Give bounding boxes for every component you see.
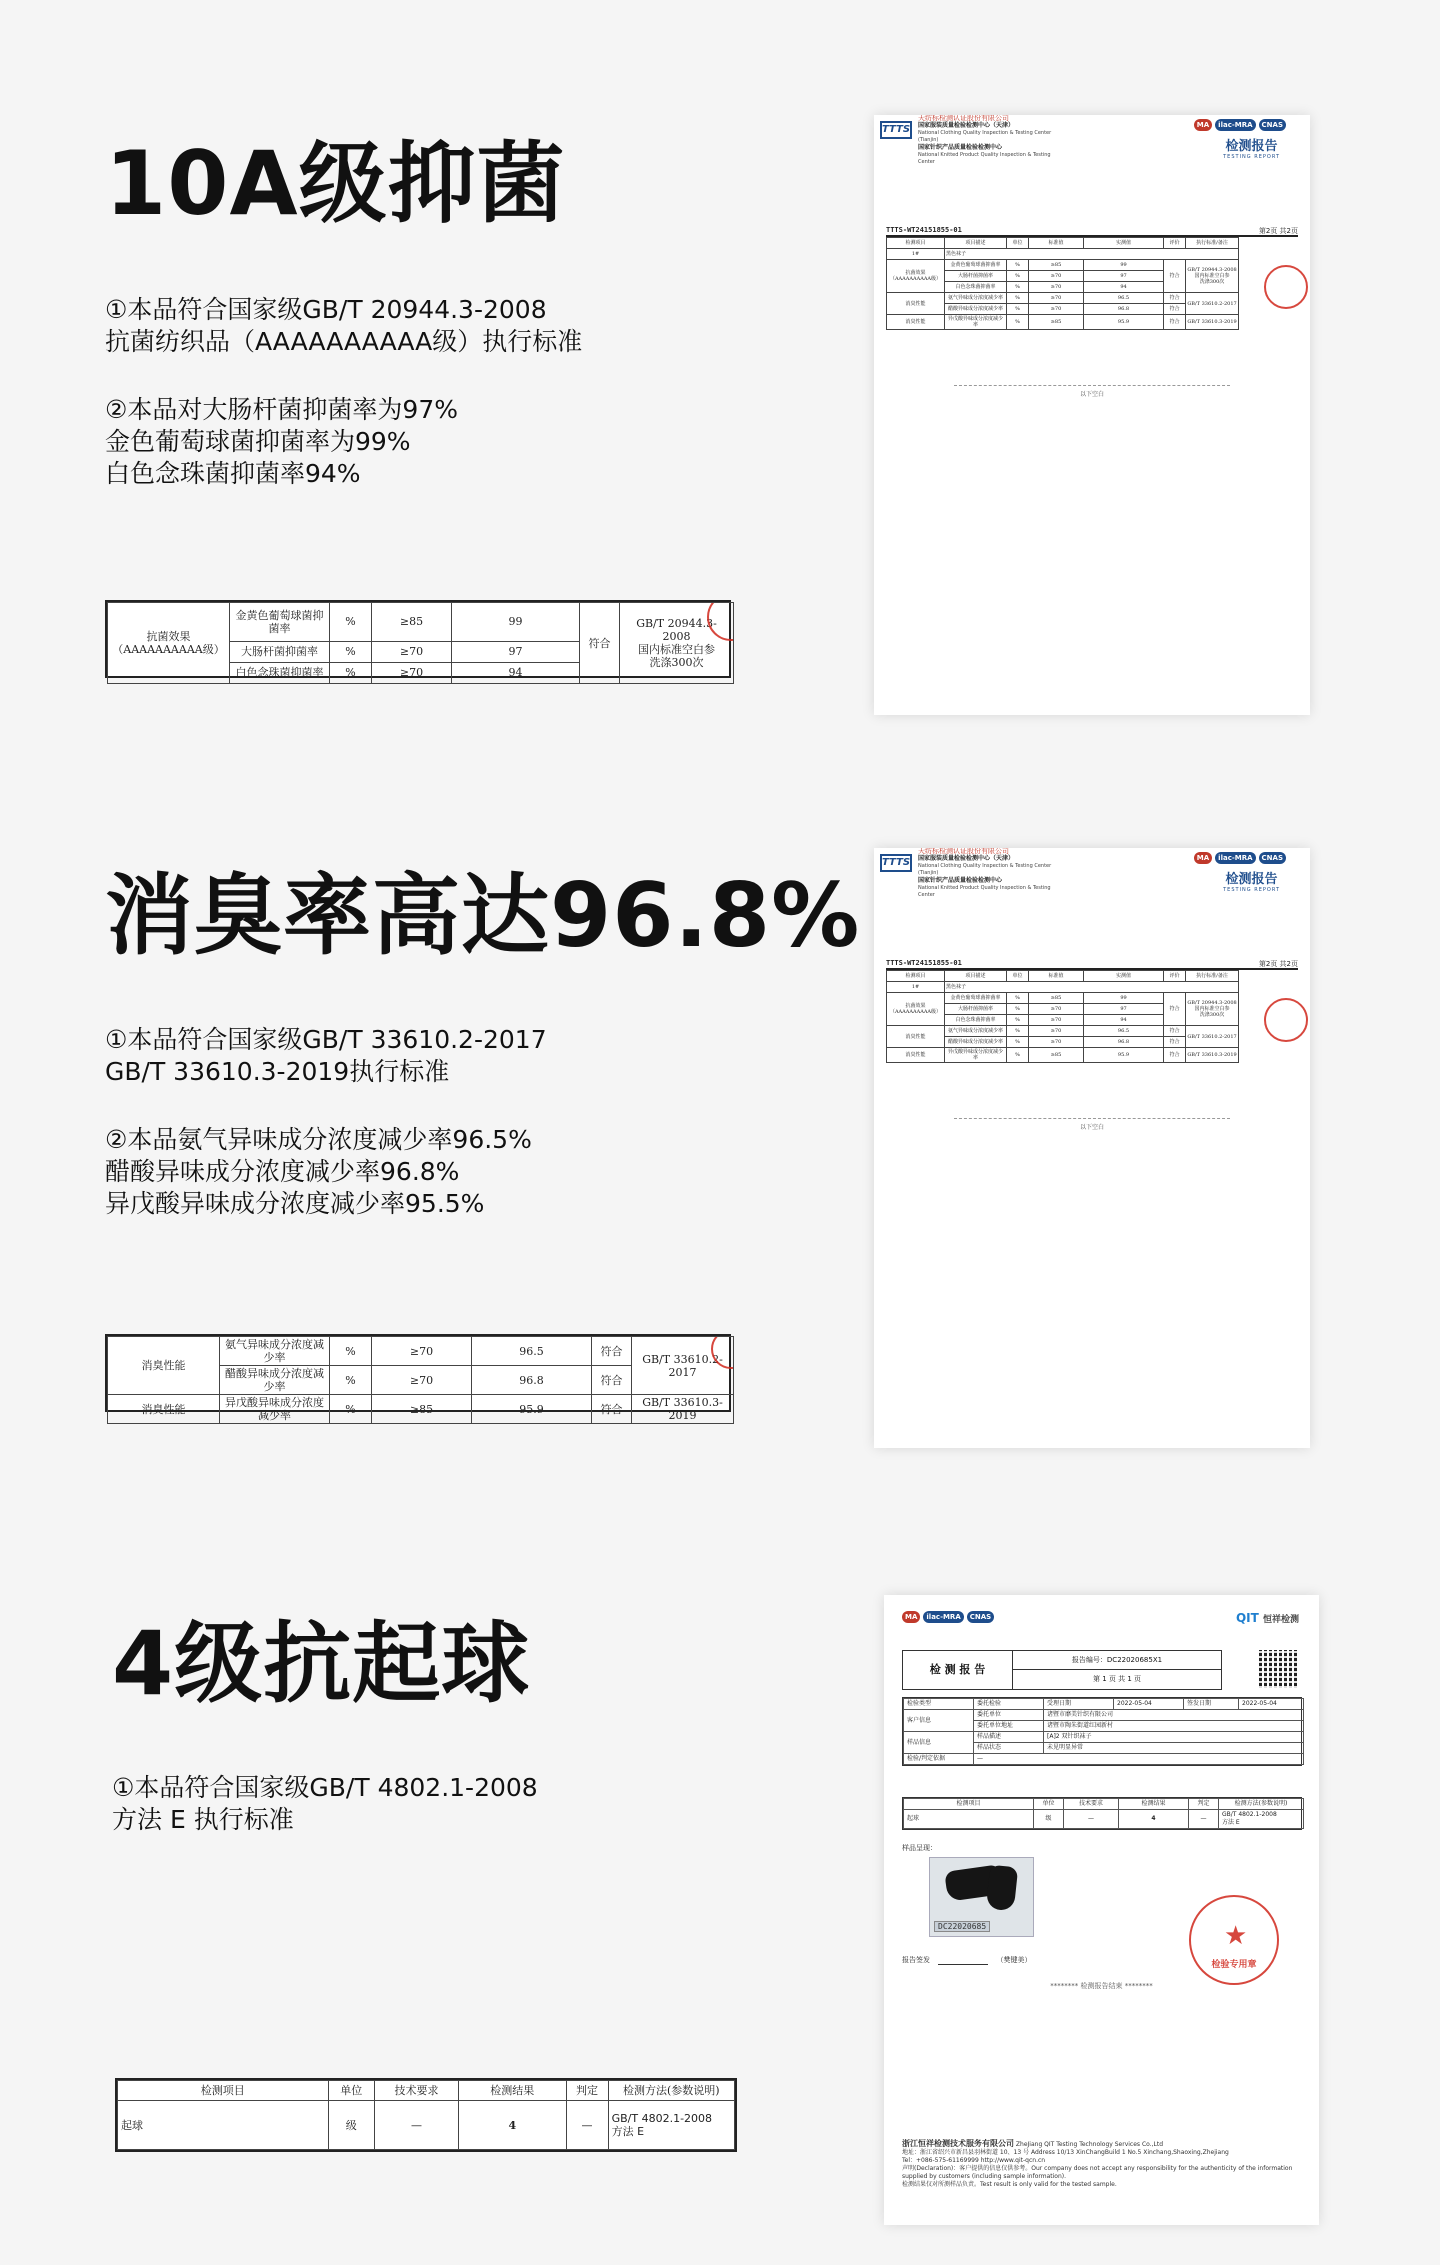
info-cell: [A]2 双针织袜子 xyxy=(1044,1732,1304,1743)
ttts-logo: TTTS xyxy=(880,121,912,139)
row-std: GB/T 33610.2-2017 xyxy=(1186,1026,1239,1048)
report-number: 报告编号：DC22020685X1 xyxy=(1013,1651,1221,1670)
report-number: TTTS-WT24151855-01 xyxy=(886,226,962,234)
row-req: ≥85 xyxy=(1029,315,1084,330)
row-item: 氨气异味成分浓度减少率 xyxy=(945,1026,1007,1037)
th-remark: 执行标准/备注 xyxy=(1186,971,1239,982)
row-result: 99 xyxy=(1084,260,1164,271)
info-cell: 2022-05-04 xyxy=(1114,1699,1184,1710)
sample-no: 1# xyxy=(887,249,945,260)
excerpt-req: ≥70 xyxy=(372,1366,472,1395)
excerpt-req: ≥85 xyxy=(372,1395,472,1424)
row-group: 消臭性能 xyxy=(887,293,945,315)
row-item: 金黄色葡萄球菌抑菌率 xyxy=(945,260,1007,271)
row-req: ≥85 xyxy=(1029,1048,1084,1063)
excerpt-item: 醋酸异味成分浓度减少率 xyxy=(220,1366,330,1395)
excerpt-standard: GB/T 33610.2-2017 xyxy=(632,1337,734,1395)
th-item: 检测项目 xyxy=(887,971,945,982)
report-page: 第2页 共2页 xyxy=(1258,227,1298,235)
row-req: ≥85 xyxy=(1029,993,1084,1004)
row-item: 氨气异味成分浓度减少率 xyxy=(945,293,1007,304)
row-item: 异戊酸异味成分浓度减少率 xyxy=(945,1048,1007,1063)
desc-antibacterial-standard: ①本品符合国家级GB/T 20944.3-2008 抗菌纺织品（AAAAAAAAAA级）执行标准 xyxy=(105,295,583,356)
cma-badge-icon: MA xyxy=(1194,119,1212,131)
headline-antibacterial: 10A级抑菌 xyxy=(105,132,566,235)
row-group: 消臭性能 xyxy=(887,1048,945,1063)
row-unit: % xyxy=(1007,293,1029,304)
report-end-note: 以下空白 xyxy=(1079,1124,1104,1131)
info-cell: 委托检验 xyxy=(974,1699,1044,1710)
row-verdict: 符合 xyxy=(1164,304,1186,315)
qr-code-icon xyxy=(1259,1650,1297,1688)
row-verdict: 符合 xyxy=(1164,1048,1186,1063)
report-info-table xyxy=(902,1697,1302,1766)
row-verdict: 符合 xyxy=(1164,293,1186,304)
th-desc: 项目描述 xyxy=(945,238,1007,249)
report-end-note: 以下空白 xyxy=(1079,391,1104,398)
row-unit: % xyxy=(1007,271,1029,282)
th-result: 检测结果 xyxy=(459,2081,566,2101)
cell-unit: 级 xyxy=(1034,1810,1064,1829)
row-group: 消臭性能 xyxy=(887,315,945,330)
th-unit: 单位 xyxy=(1007,238,1029,249)
row-item: 金黄色葡萄球菌抑菌率 xyxy=(945,993,1007,1004)
row-result: 99 xyxy=(1084,993,1164,1004)
info-cell: 客户信息 xyxy=(904,1710,974,1732)
official-seal-icon: ★ 检验专用章 xyxy=(1189,1895,1279,1985)
th-unit: 单位 xyxy=(1007,971,1029,982)
info-cell: 诸暨市靡美针织有限公司 xyxy=(1044,1710,1304,1721)
excerpt-group: 消臭性能 xyxy=(108,1337,220,1395)
row-result: 94 xyxy=(1084,1015,1164,1026)
testing-report-ttts-2 xyxy=(874,848,1310,1448)
info-cell: 签发日期 xyxy=(1184,1699,1239,1710)
report-results-table xyxy=(886,237,1239,330)
sample-tag: DC22020685 xyxy=(934,1921,990,1932)
row-result: 95.9 xyxy=(1084,1048,1164,1063)
excerpt-req: ≥70 xyxy=(372,662,452,683)
accreditation-badges xyxy=(1194,119,1286,131)
info-cell: 委托单位地址 xyxy=(974,1721,1044,1732)
row-req: ≥85 xyxy=(1029,260,1084,271)
cnas-badge-icon: CNAS xyxy=(967,1611,994,1623)
row-unit: % xyxy=(1007,1015,1029,1026)
section-deodorant xyxy=(0,760,1440,1520)
th-item: 检测项目 xyxy=(118,2081,329,2101)
sample-name: 黑色袜子 xyxy=(945,982,1239,993)
approver-row: 报告签发 （樊键美） xyxy=(902,1956,1032,1964)
row-item: 白色念珠菌抑菌率 xyxy=(945,1015,1007,1026)
row-unit: % xyxy=(1007,993,1029,1004)
report-page: 第 1 页 共 1 页 xyxy=(1092,1675,1142,1683)
row-req: ≥70 xyxy=(1029,1026,1084,1037)
row-item: 异戊酸异味成分浓度减少率 xyxy=(945,315,1007,330)
signature-icon xyxy=(938,1956,988,1965)
section-anti-pilling xyxy=(0,1520,1440,2265)
photo-label: 样品呈现： xyxy=(902,1844,937,1852)
report-number: TTTS-WT24151855-01 xyxy=(886,959,962,967)
row-item: 醋酸异味成分浓度减少率 xyxy=(945,304,1007,315)
row-result: 97 xyxy=(1084,1004,1164,1015)
row-result: 94 xyxy=(1084,282,1164,293)
desc-deodorant-rates: ②本品氨气异味成分浓度减少率96.5% 醋酸异味成分浓度减少率96.8% 异戊酸异味成分浓度减少率95.5% xyxy=(105,1125,532,1218)
excerpt-item: 金黄色葡萄球菌抑菌率 xyxy=(230,603,330,642)
row-item: 醋酸异味成分浓度减少率 xyxy=(945,1037,1007,1048)
excerpt-antibacterial-table xyxy=(105,600,731,678)
th-eval: 评价 xyxy=(1164,971,1186,982)
th-method: 检测方法(参数说明) xyxy=(608,2081,734,2101)
report-results-table xyxy=(886,970,1239,1063)
cell-requirement: — xyxy=(1064,1810,1119,1829)
row-unit: % xyxy=(1007,304,1029,315)
cell-method: GB/T 4802.1-2008 方法 E xyxy=(1219,1810,1304,1829)
report-org: 天纺标检测认证股份有限公司 国家服装质量检验检测中心（天津） National Clothing Quality Inspection & Testing Center (Tianjin) 国家针织产品质量检验检测中心 National Knitted Product Quality Inspection & Testing Center xyxy=(918,115,1052,165)
info-cell: 检验/判定依据 xyxy=(904,1754,974,1765)
row-req: ≥70 xyxy=(1029,282,1084,293)
seal-star-icon: ★ xyxy=(1224,1921,1248,1951)
info-cell: 检验类型 xyxy=(904,1699,974,1710)
desc-antibacterial-rates: ②本品对大肠杆菌抑菌率为97% 金色葡萄球菌抑菌率为99% 白色念珠菌抑菌率94% xyxy=(105,395,458,488)
report-page: 第2页 共2页 xyxy=(1258,960,1298,968)
excerpt-group: 抗菌效果 （AAAAAAAAAA级） xyxy=(108,603,230,684)
report-dash-line xyxy=(954,385,1230,386)
excerpt-pilling-table xyxy=(115,2078,737,2152)
row-std: GB/T 33610.2-2017 xyxy=(1186,293,1239,315)
row-unit: % xyxy=(1007,1048,1029,1063)
th-unit: 单位 xyxy=(328,2081,374,2101)
ttts-logo: TTTS xyxy=(880,854,912,872)
info-cell: 样品描述 xyxy=(974,1732,1044,1743)
row-verdict: 符合 xyxy=(1164,993,1186,1026)
excerpt-verdict: 符合 xyxy=(592,1395,632,1424)
excerpt-item: 氨气异味成分浓度减少率 xyxy=(220,1337,330,1366)
row-result: 96.5 xyxy=(1084,293,1164,304)
th-verdict: 判定 xyxy=(566,2081,608,2101)
th-eval: 评价 xyxy=(1164,238,1186,249)
th-result: 实测值 xyxy=(1084,971,1164,982)
row-std: GB/T 33610.3-2019 xyxy=(1186,1048,1239,1063)
row-unit: % xyxy=(1007,282,1029,293)
info-cell: 2022-05-04 xyxy=(1239,1699,1304,1710)
row-req: ≥70 xyxy=(1029,1037,1084,1048)
row-req: ≥70 xyxy=(1029,304,1084,315)
row-result: 96.8 xyxy=(1084,1037,1164,1048)
info-cell: 样品信息 xyxy=(904,1732,974,1754)
cma-badge-icon: MA xyxy=(902,1611,920,1623)
th-result: 检测结果 xyxy=(1119,1799,1189,1810)
excerpt-standard: GB/T 20944.3-2008 国内标准空白参 洗涤300次 xyxy=(620,603,734,684)
excerpt-unit: % xyxy=(330,1366,372,1395)
report-footer: 浙江恒祥检测技术服务有限公司 ZheJiang QIT Testing Technology Services Co.,Ltd 地址：浙江省绍兴市新昌县羽林街道 10、13 号 Address 10/13 XinChangBuild 1 No.5 Xinchang,Shaoxing,Zhejiang Tel：+086-575-61169999 http://www.qit-qcn.cn 声明(Declaration)：客户提供的信息仅供参考。Our company does not accept any responsibility for the authenticity of the information supplied by customers (including sample information). 检测结果仅对所测样品负责。Test result is only valid for the tested sample. xyxy=(902,2139,1293,2188)
th-unit: 单位 xyxy=(1034,1799,1064,1810)
headline-deodorant: 消臭率高达96.8% xyxy=(105,864,861,967)
row-std: GB/T 20944.3-2008 国内标准空白参 洗涤300次 xyxy=(1186,260,1239,293)
excerpt-item: 大肠杆菌抑菌率 xyxy=(230,641,330,662)
cell-unit: 级 xyxy=(328,2101,374,2150)
row-std: GB/T 33610.3-2019 xyxy=(1186,315,1239,330)
cell-requirement: — xyxy=(374,2101,458,2150)
report-dash-line xyxy=(954,1118,1230,1119)
excerpt-unit: % xyxy=(330,662,372,683)
ilac-badge-icon: ilac-MRA xyxy=(923,1611,963,1623)
th-std: 标准值 xyxy=(1029,238,1084,249)
excerpt-deodorant-table xyxy=(105,1334,731,1422)
red-seal-icon xyxy=(1264,265,1308,309)
red-seal-icon xyxy=(1264,998,1308,1042)
info-cell: 诸暨市陶朱街道红园新村 xyxy=(1044,1721,1304,1732)
excerpt-verdict: 符合 xyxy=(592,1337,632,1366)
desc-deodorant-standard: ①本品符合国家级GB/T 33610.2-2017 GB/T 33610.3-2019执行标准 xyxy=(105,1025,547,1086)
sample-no: 1# xyxy=(887,982,945,993)
info-cell: 受理日期 xyxy=(1044,1699,1114,1710)
sock-image-icon xyxy=(986,1865,1018,1912)
report-result-table xyxy=(902,1797,1302,1830)
th-requirement: 技术要求 xyxy=(374,2081,458,2101)
row-req: ≥70 xyxy=(1029,1004,1084,1015)
cell-item: 起球 xyxy=(118,2101,329,2150)
th-std: 标准值 xyxy=(1029,971,1084,982)
row-item: 大肠杆菌抑菌率 xyxy=(945,271,1007,282)
row-item: 大肠杆菌抑菌率 xyxy=(945,1004,1007,1015)
excerpt-item: 白色念珠菌抑菌率 xyxy=(230,662,330,683)
excerpt-unit: % xyxy=(330,1337,372,1366)
desc-anti-pilling-standard: ①本品符合国家级GB/T 4802.1-2008 方法 E 执行标准 xyxy=(112,1773,538,1834)
excerpt-result: 97 xyxy=(452,641,580,662)
ilac-badge-icon: ilac-MRA xyxy=(1215,852,1255,864)
excerpt-result: 96.5 xyxy=(472,1337,592,1366)
row-verdict: 符合 xyxy=(1164,260,1186,293)
cnas-badge-icon: CNAS xyxy=(1259,119,1286,131)
row-unit: % xyxy=(1007,1026,1029,1037)
sample-name: 黑色袜子 xyxy=(945,249,1239,260)
row-group: 抗菌效果 （AAAAAAAAAA级） xyxy=(887,993,945,1026)
accreditation-badges xyxy=(902,1611,994,1623)
info-cell: — xyxy=(974,1754,1304,1765)
testing-report-ttts-1 xyxy=(874,115,1310,715)
cell-verdict: — xyxy=(1189,1810,1219,1829)
row-result: 95.9 xyxy=(1084,315,1164,330)
section-antibacterial xyxy=(0,0,1440,760)
cell-method: GB/T 4802.1-2008 方法 E xyxy=(608,2101,734,2150)
row-result: 96.5 xyxy=(1084,1026,1164,1037)
row-group: 抗菌效果 （AAAAAAAAAA级） xyxy=(887,260,945,293)
row-req: ≥70 xyxy=(1029,293,1084,304)
row-result: 96.8 xyxy=(1084,304,1164,315)
row-unit: % xyxy=(1007,1004,1029,1015)
excerpt-req: ≥70 xyxy=(372,641,452,662)
report-header-box xyxy=(902,1650,1222,1690)
th-requirement: 技术要求 xyxy=(1064,1799,1119,1810)
excerpt-item: 异戊酸异味成分浓度减少率 xyxy=(220,1395,330,1424)
row-req: ≥70 xyxy=(1029,271,1084,282)
headline-anti-pilling: 4级抗起球 xyxy=(112,1612,531,1715)
cell-item: 起球 xyxy=(904,1810,1034,1829)
info-cell: 委托单位 xyxy=(974,1710,1044,1721)
red-seal-icon xyxy=(707,603,734,642)
excerpt-result: 94 xyxy=(452,662,580,683)
cnas-badge-icon: CNAS xyxy=(1259,852,1286,864)
th-item: 检测项目 xyxy=(904,1799,1034,1810)
qit-logo: QIT 恒祥检测 xyxy=(1235,1611,1299,1625)
excerpt-result: 96.8 xyxy=(472,1366,592,1395)
th-desc: 项目描述 xyxy=(945,971,1007,982)
row-verdict: 符合 xyxy=(1164,1037,1186,1048)
excerpt-verdict: 符合 xyxy=(580,603,620,684)
th-method: 检测方法(参数说明) xyxy=(1219,1799,1304,1810)
info-cell: 未见明显异常 xyxy=(1044,1743,1304,1754)
th-item: 检测项目 xyxy=(887,238,945,249)
report-org: 天纺标检测认证股份有限公司 国家服装质量检验检测中心（天津） National Clothing Quality Inspection & Testing Center (Tianjin) 国家针织产品质量检验检测中心 National Knitted Product Quality Inspection & Testing Center xyxy=(918,848,1052,898)
cma-badge-icon: MA xyxy=(1194,852,1212,864)
excerpt-group: 消臭性能 xyxy=(108,1395,220,1424)
row-result: 97 xyxy=(1084,271,1164,282)
excerpt-req: ≥85 xyxy=(372,603,452,642)
row-unit: % xyxy=(1007,1037,1029,1048)
row-verdict: 符合 xyxy=(1164,1026,1186,1037)
report-end-note: ******** 检测报告结束 ******** xyxy=(1050,1982,1153,1990)
row-req: ≥70 xyxy=(1029,1015,1084,1026)
row-unit: % xyxy=(1007,315,1029,330)
report-title: 检 测 报 告 xyxy=(903,1651,1013,1689)
info-cell: 样品状态 xyxy=(974,1743,1044,1754)
row-unit: % xyxy=(1007,260,1029,271)
report-title: 检测报告 TESTING REPORT xyxy=(1223,139,1280,160)
report-title: 检测报告 TESTING REPORT xyxy=(1223,872,1280,893)
row-verdict: 符合 xyxy=(1164,315,1186,330)
row-group: 消臭性能 xyxy=(887,1026,945,1048)
excerpt-unit: % xyxy=(330,641,372,662)
excerpt-standard: GB/T 33610.3-2019 xyxy=(632,1395,734,1424)
accreditation-badges xyxy=(1194,852,1286,864)
row-std: GB/T 20944.3-2008 国内标准空白参 洗涤300次 xyxy=(1186,993,1239,1026)
th-remark: 执行标准/备注 xyxy=(1186,238,1239,249)
testing-report-qit xyxy=(884,1595,1319,2225)
sample-photo xyxy=(929,1857,1034,1937)
cell-result: 4 xyxy=(1119,1810,1189,1829)
excerpt-req: ≥70 xyxy=(372,1337,472,1366)
th-verdict: 判定 xyxy=(1189,1799,1219,1810)
th-result: 实测值 xyxy=(1084,238,1164,249)
excerpt-result: 95.9 xyxy=(472,1395,592,1424)
cell-result: 4 xyxy=(459,2101,566,2150)
excerpt-result: 99 xyxy=(452,603,580,642)
excerpt-unit: % xyxy=(330,603,372,642)
excerpt-unit: % xyxy=(330,1395,372,1424)
cell-verdict: — xyxy=(566,2101,608,2150)
row-item: 白色念珠菌抑菌率 xyxy=(945,282,1007,293)
ilac-badge-icon: ilac-MRA xyxy=(1215,119,1255,131)
excerpt-verdict: 符合 xyxy=(592,1366,632,1395)
